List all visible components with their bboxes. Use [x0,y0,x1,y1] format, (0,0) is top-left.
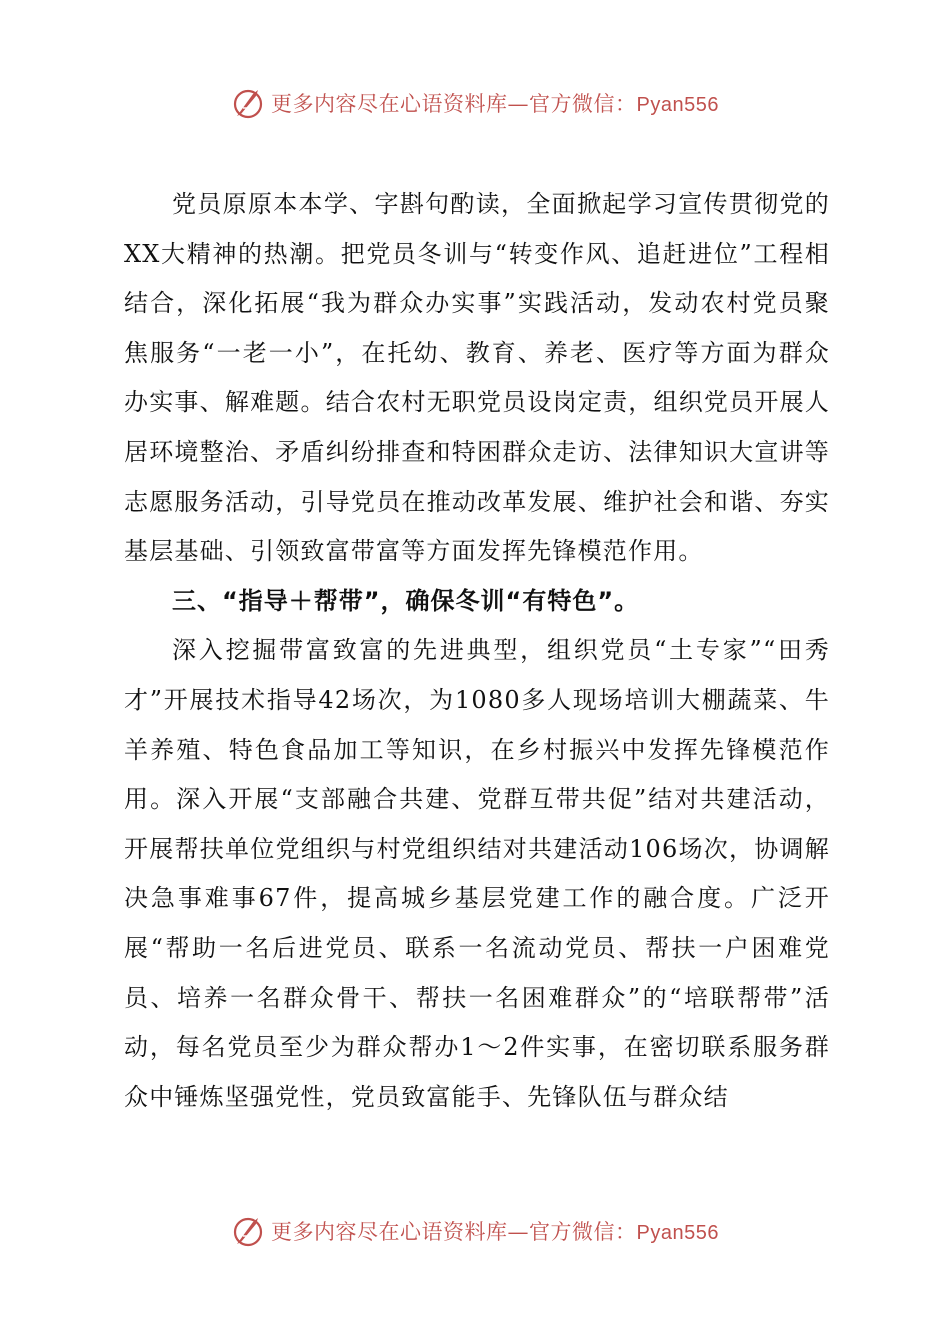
watermark-brand: 更多内容尽在心语资料库—官方微信： [271,92,637,116]
footer-watermark [0,1211,950,1251]
watermark-text [271,1216,719,1246]
quill-pen-circle-icon [231,1214,265,1248]
watermark-brand: 更多内容尽在心语资料库—官方微信： [271,1220,637,1244]
document-body [124,180,830,1122]
watermark-wechat-id: Pyan556 [636,94,719,116]
watermark-text [271,88,719,118]
paragraph-1: 党员原原本本学、字斟句酌读，全面掀起学习宣传贯彻党的XX大精神的热潮。把党员冬训与“转变作风、追赶进位”工程相结合，深化拓展“我为群众办实事”实践活动，发动农村党员聚焦服务“一老一小”，在托幼、教育、养老、医疗等方面为群众办实事、解难题。结合农村无职党员设岗定责，组织党员开展人居环境整治、矛盾纠纷排查和特困群众走访、法律知识大宣讲等志愿服务活动，引导党员在推动改革发展、维护社会和谐、夯实基层基础、引领致富带富等方面发挥先锋模范作用。 [124,190,830,566]
section-heading-3: 三、“指导＋帮带”，确保冬训“有特色”。 [172,586,640,615]
quill-pen-circle-icon [231,86,265,120]
header-watermark [0,83,950,123]
paragraph-2: 深入挖掘带富致富的先进典型，组织党员“土专家”“田秀才”开展技术指导42场次，为1080多人现场培训大棚蔬菜、牛羊养殖、特色食品加工等知识，在乡村振兴中发挥先锋模范作用。深入开展“支部融合共建、党群互带共促”结对共建活动，开展帮扶单位党组织与村党组织结对共建活动106场次，协调解决急事难事67件，提高城乡基层党建工作的融合度。广泛开展“帮助一名后进党员、联系一名流动党员、帮扶一户困难党员、培养一名群众骨干、帮扶一名困难群众”的“培联帮带”活动，每名党员至少为群众帮办1～2件实事，在密切联系服务群众中锤炼坚强党性，党员致富能手、先锋队伍与群众结 [124,636,830,1111]
watermark-wechat-id: Pyan556 [636,1222,719,1244]
